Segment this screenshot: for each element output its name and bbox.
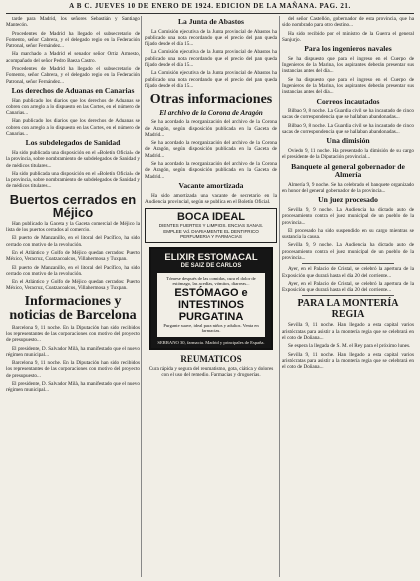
paragraph: El puerto de Manzanillo, en el litoral del Pacífico, ha sido cerrado con motivo de la revolución. [6, 264, 140, 277]
advert-line: DIENTES FUERTES Y LIMPIOS. ENCIAS SANAS. [158, 223, 264, 229]
paragraph: Ayer, en el Palacio de Cristal, se celebró la apertura de la Exposición que durará hasta el día 20 del corriente... [282, 266, 414, 279]
page-header: A B C. JUEVES 10 DE ENERO DE 1924. EDICION DE LA MAÑANA. PAG. 21. [69, 2, 351, 10]
advert-heading: ESTÓMAGO e INTESTINOS [174, 286, 248, 311]
paragraph: Ha sido recibido por el ministro de la Guerra el general Sanjurjo. [282, 30, 414, 43]
advert-reumaticos [145, 354, 277, 379]
paragraph: La Comisión ejecutiva de la Junta provincial de Abastos ha publicado una nota recordando que el precio del pan queda fijado desde el día 15... [145, 28, 277, 48]
paragraph: El presidente, D. Salvador Milà, ha manifestado que el nuevo régimen municipal... [6, 345, 140, 358]
divider [302, 263, 394, 264]
advert-subtitle: DE SAIZ DE CARLOS [180, 262, 242, 269]
headline-mejico: Buertos cerrados en Méjico [9, 191, 137, 220]
divider [302, 295, 394, 296]
advert-line: EMPLEE Vd. DIARIAMENTE EL DENTIFRICO [163, 228, 259, 234]
paragraph: Han publicado los diarios que los derechos de Aduanas se cobren con arreglo a lo dispuesto en las Cortes, en el número de Canarias... [6, 118, 140, 138]
paragraph: Ha sido publicada una disposición en el «Boletín Oficial» de la provincia, sobre nombramiento de subdelegados de Sanidad y de médicos titulares... [6, 170, 140, 190]
paragraph: Oviedo 9, 11 noche. Ha presentado la dimisión de su cargo el presidente de la Diputación provincial... [282, 147, 414, 161]
headline-juez: Un juez procesado [318, 195, 378, 205]
advert-title: BOCA IDEAL [176, 211, 246, 224]
advert-inner-box [157, 273, 265, 337]
paragraph: Se ha acordado la reorganización del archivo de la Corona de Aragón, según disposición publicada en la Gaceta de Madrid... [145, 161, 277, 180]
paragraph: Han publicado la Gaceta y la Gaceta comercial de Méjico la lista de los puertos cerrados al comercio. [6, 220, 140, 234]
paragraph: La Comisión ejecutiva de la Junta provincial de Abastos ha publicado una nota recordando que el precio del pan queda fijado desde el día 15... [145, 49, 277, 69]
headline-ingenieros: Para los ingenieros navales [304, 44, 392, 54]
advert-elixir-estomacal [149, 247, 273, 350]
paragraph: El presidente, D. Salvador Milà, ha manifestado que el nuevo régimen municipal... [6, 381, 140, 394]
headline-barcelona: Informaciones y noticias de Barcelona [9, 293, 137, 323]
paragraph: Se espera la llegada de S. M. el Rey para el próximo lunes. [288, 343, 411, 350]
column-middle [145, 16, 277, 577]
paragraph: La Comisión ejecutiva de la Junta provincial de Abastos ha publicado una nota recordando que el precio del pan queda fijado desde el día 15... [145, 70, 277, 89]
headline-sanidad: Los subdelegados de Sanidad [25, 138, 121, 148]
headline-vacante: Vacante amortizada [178, 180, 244, 190]
paragraph: Bilbao 9, 8 noche. La Guardia civil se ha incautado de cinco sacas de correspondencia que se hallaban abandonadas... [282, 108, 414, 121]
headline-archivo: El archivo de la Corona de Aragón [159, 109, 263, 118]
paragraph: El puerto de Manzanillo, en el litoral del Pacífico, ha sido cerrado con motivo de la revolución. [6, 235, 140, 248]
paragraph: En el Atlántico y Golfo de Méjico quedan cerrados: Puerto México, Veracruz, Coatzacoalcos, Villahermosa y Tuxpan. [6, 279, 140, 292]
paragraph: Ha marchado a Madrid el senador señor Ortiz Armesto, acompañado del señor Pedro Baeza Castro. [6, 51, 140, 64]
paragraph: En el Atlántico y Golfo de Méjico quedan cerrados: Puerto México, Veracruz, Coatzacoalcos, Villahermosa y Tuxpan. [6, 249, 140, 263]
paragraph: Ha sido publicada una disposición en el «Boletín Oficial» de la provincia, sobre nombramiento de subdelegados de Sanidad y de médicos titulares... [6, 149, 140, 169]
paragraph: Almería 9, 9 noche. Se ha celebrado el banquete organizado en honor del general gobernador de la provincia... [282, 181, 414, 195]
paragraph: Ha sido amortizada una vacante de secretario en la Audiencia provincial, según se publica en el Boletín Oficial. [145, 192, 277, 205]
advert-line: PERFUMERIA Y FARMACIAS [180, 234, 242, 240]
paragraph: Sevilla 9, 11 noche. Han llegado a esta capital varios aristócratas para asistir a la montería regia que se celebrará en el coto de Doñana... [282, 351, 414, 371]
advert-text: Tómese después de las comidas, cura el dolor de estómago, las acedías, vómitos, diarreas... [166, 275, 256, 287]
headline-aduanas: Los derechos de Aduanas en Canarias [11, 85, 135, 95]
paragraph: del señor Castellón, gobernador de esta provincia, que ha sido nombrado para otro destino... [282, 16, 414, 29]
paragraph: Se ha dispuesto que para el ingreso en el Cuerpo de Ingenieros de la Marina, los aspirantes deberán presentar sus instancias antes del día... [282, 55, 414, 75]
paragraph: Han publicado los diarios que los derechos de Aduanas se cobren con arreglo a lo dispuesto en las Cortes, en el número de Canarias... [6, 97, 140, 117]
column-divider [141, 16, 142, 577]
headline-dimision: Una dimisión [326, 136, 370, 146]
headline-otras-informaciones: Otras informaciones [149, 92, 273, 108]
column-right [282, 16, 414, 577]
headline-abastos: La Junta de Abastos [177, 17, 245, 26]
paragraph: Sevilla 9, 11 noche. Han llegado a esta capital varios aristócratas para asistir a la montería regia que se celebrará en el coto de Doñana... [282, 322, 414, 342]
paragraph: Barcelona 9, 11 noche. En la Diputación han sido recibidos los representantes de las corporaciones con motivo del proyecto de presupuesto... [6, 360, 140, 379]
paragraph: Procedentes de Madrid ha llegado el subsecretario de Fomento, señor Cabrera, y el delegado regio en la Federación Patronal, señor Fernández... [6, 30, 140, 50]
advert-heading: PURGATINA [178, 310, 244, 323]
column-left [6, 16, 140, 577]
advert-boca-ideal [145, 208, 277, 243]
headline-monteria: PARA LA MONTERÍA REGIA [297, 298, 399, 321]
paragraph: Ayer, en el Palacio de Cristal, se celebró la apertura de la Exposición que durará hasta el día 20 del corriente... [282, 280, 414, 294]
paragraph: Barcelona 9, 11 noche. En la Diputación han sido recibidos los representantes de las corporaciones con motivo del proyecto de presupuesto... [6, 324, 140, 344]
paragraph: Bilbao 9, 8 noche. La Guardia civil se ha incautado de cinco sacas de correspondencia que se hallaban abandonadas... [282, 122, 414, 136]
paragraph: Se ha acordado la reorganización del archivo de la Corona de Aragón, según disposición publicada en la Gaceta de Madrid... [145, 140, 277, 159]
headline-correos: Correos incautados [316, 96, 380, 106]
column-divider [279, 16, 280, 577]
advert-footer: SERRANO 30, farmacia. Madrid y principales de España. [157, 339, 265, 345]
paragraph: Cura rápida y segura del reumatismo, gota, ciática y dolores con el uso del remedio. Farmacias y droguerías. [148, 365, 274, 379]
paragraph: Sevilla 9, 9 noche. La Audiencia ha dictado auto de procesamiento contra el juez municipal de un pueblo de la provincia... [282, 206, 414, 226]
paragraph: Se ha dispuesto que para el ingreso en el Cuerpo de Ingenieros de la Marina, los aspirantes deberán presentar sus instancias antes del día... [282, 76, 414, 96]
paragraph: Sevilla 9, 9 noche. La Audiencia ha dictado auto de procesamiento contra el juez municipal de un pueblo de la provincia... [282, 242, 414, 261]
advert-title: REUMATICOS [180, 353, 242, 364]
paragraph: Procedentes de Madrid ha llegado el subsecretario de Fomento, señor Cabrera, y el delegado regio en la Federación Patronal, señor Fernández... [6, 66, 140, 85]
paragraph: Se ha acordado la reorganización del archivo de la Corona de Aragón, según disposición publicada en la Gaceta de Madrid... [145, 119, 277, 138]
advert-title: ELIXIR ESTOMACAL [164, 251, 258, 263]
header-rule [6, 13, 414, 14]
headline-banquete: Banquete al general gobernador de Almería [291, 161, 405, 180]
advert-text: Purgante suave, ideal para niños y adultos. Venta en farmacias. [163, 322, 259, 334]
paragraph: El procesado ha sido suspendido en su cargo mientras se sustancia la causa. [282, 227, 414, 241]
paragraph: tarde para Madrid, los señores Sebastián y Santiago Mantecón. [6, 16, 140, 29]
